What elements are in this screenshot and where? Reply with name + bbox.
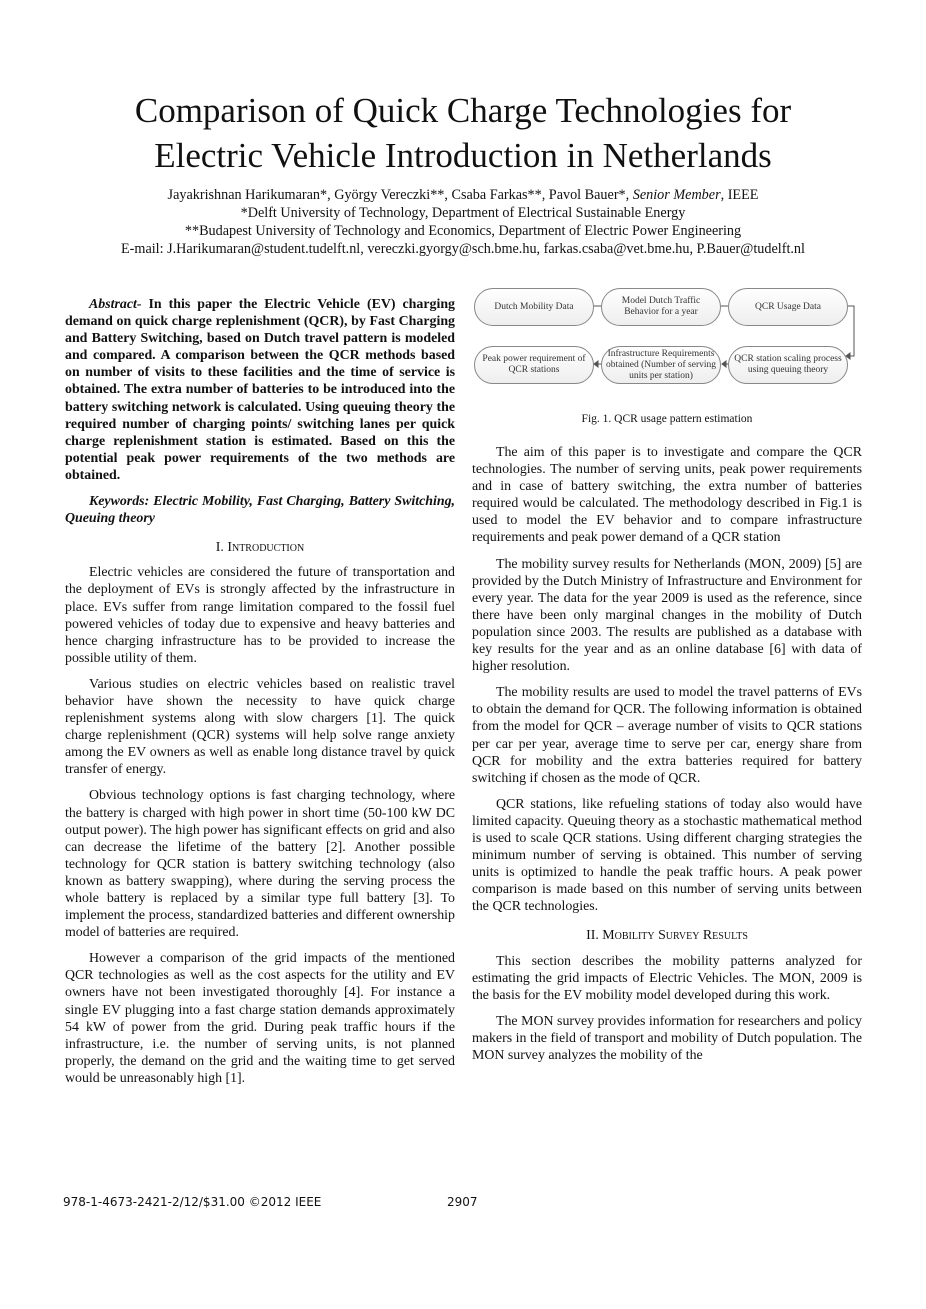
paragraph: The aim of this paper is to investigate and compare the QCR technologies. The number of serving units, peak power requirements and in case of battery switching, the extra number of batteries required would be calculated. The methodology described in Fig.1 is used to model the EV behavior and to compare infrastructure requirements and peak power demand of a QCR station	[472, 445, 862, 546]
paragraph: Electric vehicles are considered the future of transportation and the deployment of EVs is strongly affected by the infrastructure in place. EVs suffer from range limitation compared to the fossil fuel powered vehicles of today due to expensive and heavy batteries and hence charging infrastructure has to be provided to increase the possible utility of them.	[65, 565, 455, 666]
paper-title	[0, 88, 926, 178]
paragraph: However a comparison of the grid impacts of the mentioned QCR technologies as well as the cost aspects for the utility and EV owners have not been investigated thoroughly [4]. For instance a single EV plugging into a fast charge station demands approximately 54 kW of power from the grid. During peak traffic hours if the infrastructure, i.e. the number of serving units, is not planned properly, the demand on the grid and the waiting time to get served would be unreasonably high [1].	[65, 951, 455, 1086]
node-dutch-mobility-data: Dutch Mobility Data	[474, 288, 594, 326]
email-line: E-mail: J.Harikumaran@student.tudelft.nl, vereczki.gyorgy@sch.bme.hu, farkas.csaba@vet.bme.hu, P.Bauer@tudelft.nl	[121, 241, 805, 257]
abstract: Abstract- In this paper the Electric Vehicle (EV) charging demand on quick charge replenishment (QCR), by Fast Charging and Battery Switching, based on Dutch travel pattern is modeled and compared. A comparison between the QCR methods based on number of visits to these facilities and the time of service is obtained. The extra number of batteries to be introduced into the battery switching network is calculated. Using queuing theory the required number of charging points/ switching lanes per quick charge replenishment station is estimated. Based on this the potential peak power requirements of the two methods are obtained.	[65, 297, 455, 483]
author-names: Jayakrishnan Harikumaran*, György Vereczki**, Csaba Farkas**, Pavol Bauer*, Senior Member, IEEE	[167, 187, 759, 203]
title-line: Comparison of Quick Charge Technologies for	[134, 91, 792, 130]
section-heading: II. Mobility Survey Results	[586, 928, 748, 944]
node-infrastructure: Infrastructure Requirements obtained (Number of serving units per station)	[601, 346, 721, 384]
title-line: Electric Vehicle Introduction in Netherlands	[154, 136, 772, 175]
right-column	[472, 444, 862, 1073]
section-heading: I. Introduction	[215, 540, 305, 556]
affiliation-1: *Delft University of Technology, Department of Electrical Sustainable Energy	[240, 205, 686, 221]
author-block	[0, 186, 926, 258]
keywords: Keywords: Electric Mobility, Fast Charging, Battery Switching, Queuing theory	[65, 494, 455, 527]
node-peak-power: Peak power requirement of QCR stations	[474, 346, 594, 384]
figure-flowchart	[472, 284, 862, 394]
node-model-traffic: Model Dutch Traffic Behavior for a year	[601, 288, 721, 326]
paragraph: Various studies on electric vehicles based on realistic travel behavior have shown the necessity to have quick charge replenishment systems along with slow chargers [1]. The quick charge replenishment (QCR) systems will help solve range anxiety among the EV owners as well as enable long distance travel by quick transfer of energy.	[65, 676, 455, 778]
paragraph: The mobility survey results for Netherlands (MON, 2009) [5] are provided by the Dutch Ministry of Infrastructure and Environment for every year. The data for the year 2009 is used as the reference, since there have been only marginal changes in the mobility of Dutch population since 2003. The results are published as a database with key results for the year and as an online database [6] with data of higher resolution.	[472, 556, 862, 675]
page-number: 2907	[447, 1195, 478, 1209]
left-column	[65, 296, 455, 1096]
paragraph: QCR stations, like refueling stations of today also would have limited capacity. Queuing theory as a stochastic mathematical method is used to scale QCR stations. Using different charging strategies the minimum number of serving is obtained. This number of serving units is optimized to handle the peak traffic hours. A peak power comparison is made based on this number of serving units between the QCR technologies.	[472, 796, 862, 915]
paragraph: The mobility results are used to model the travel patterns of EVs to obtain the demand for QCR. The following information is obtained from the model for QCR – average number of visits to QCR stations per car per year, average time to serve per car, energy share from QCR for mobility and the extra batteries required for battery switching if chosen as the mode of QCR.	[472, 685, 862, 786]
footer-isbn: 978-1-4673-2421-2/12/$31.00 ©2012 IEEE	[63, 1195, 322, 1209]
paragraph: Obvious technology options is fast charging technology, where the battery is charged with high power in short time (50-100 kW DC output power). The high power has significant effects on grid and also can decrease the lifetime of the battery [2]. Another possible technology for QCR station is battery switching technology (also known as battery swapping), where during the serving process the whole battery is replaced by a similar type full battery [3]. To implement the process, standardized batteries and different ownership model of batteries are required.	[65, 788, 455, 941]
figure-caption: Fig. 1. QCR usage pattern estimation	[581, 413, 753, 425]
paragraph: This section describes the mobility patterns analyzed for estimating the grid impacts of Electric Vehicles. The MON, 2009 is the basis for the EV mobility model developed during this work.	[472, 953, 862, 1003]
affiliation-2: **Budapest University of Technology and Economics, Department of Electric Power Engineering	[184, 223, 742, 239]
node-qcr-usage: QCR Usage Data	[728, 288, 848, 326]
node-scaling: QCR station scaling process using queuing theory	[728, 346, 848, 384]
paragraph: The MON survey provides information for researchers and policy makers in the field of transport and mobility of Dutch population. The MON survey analyzes the mobility of the	[472, 1013, 862, 1063]
